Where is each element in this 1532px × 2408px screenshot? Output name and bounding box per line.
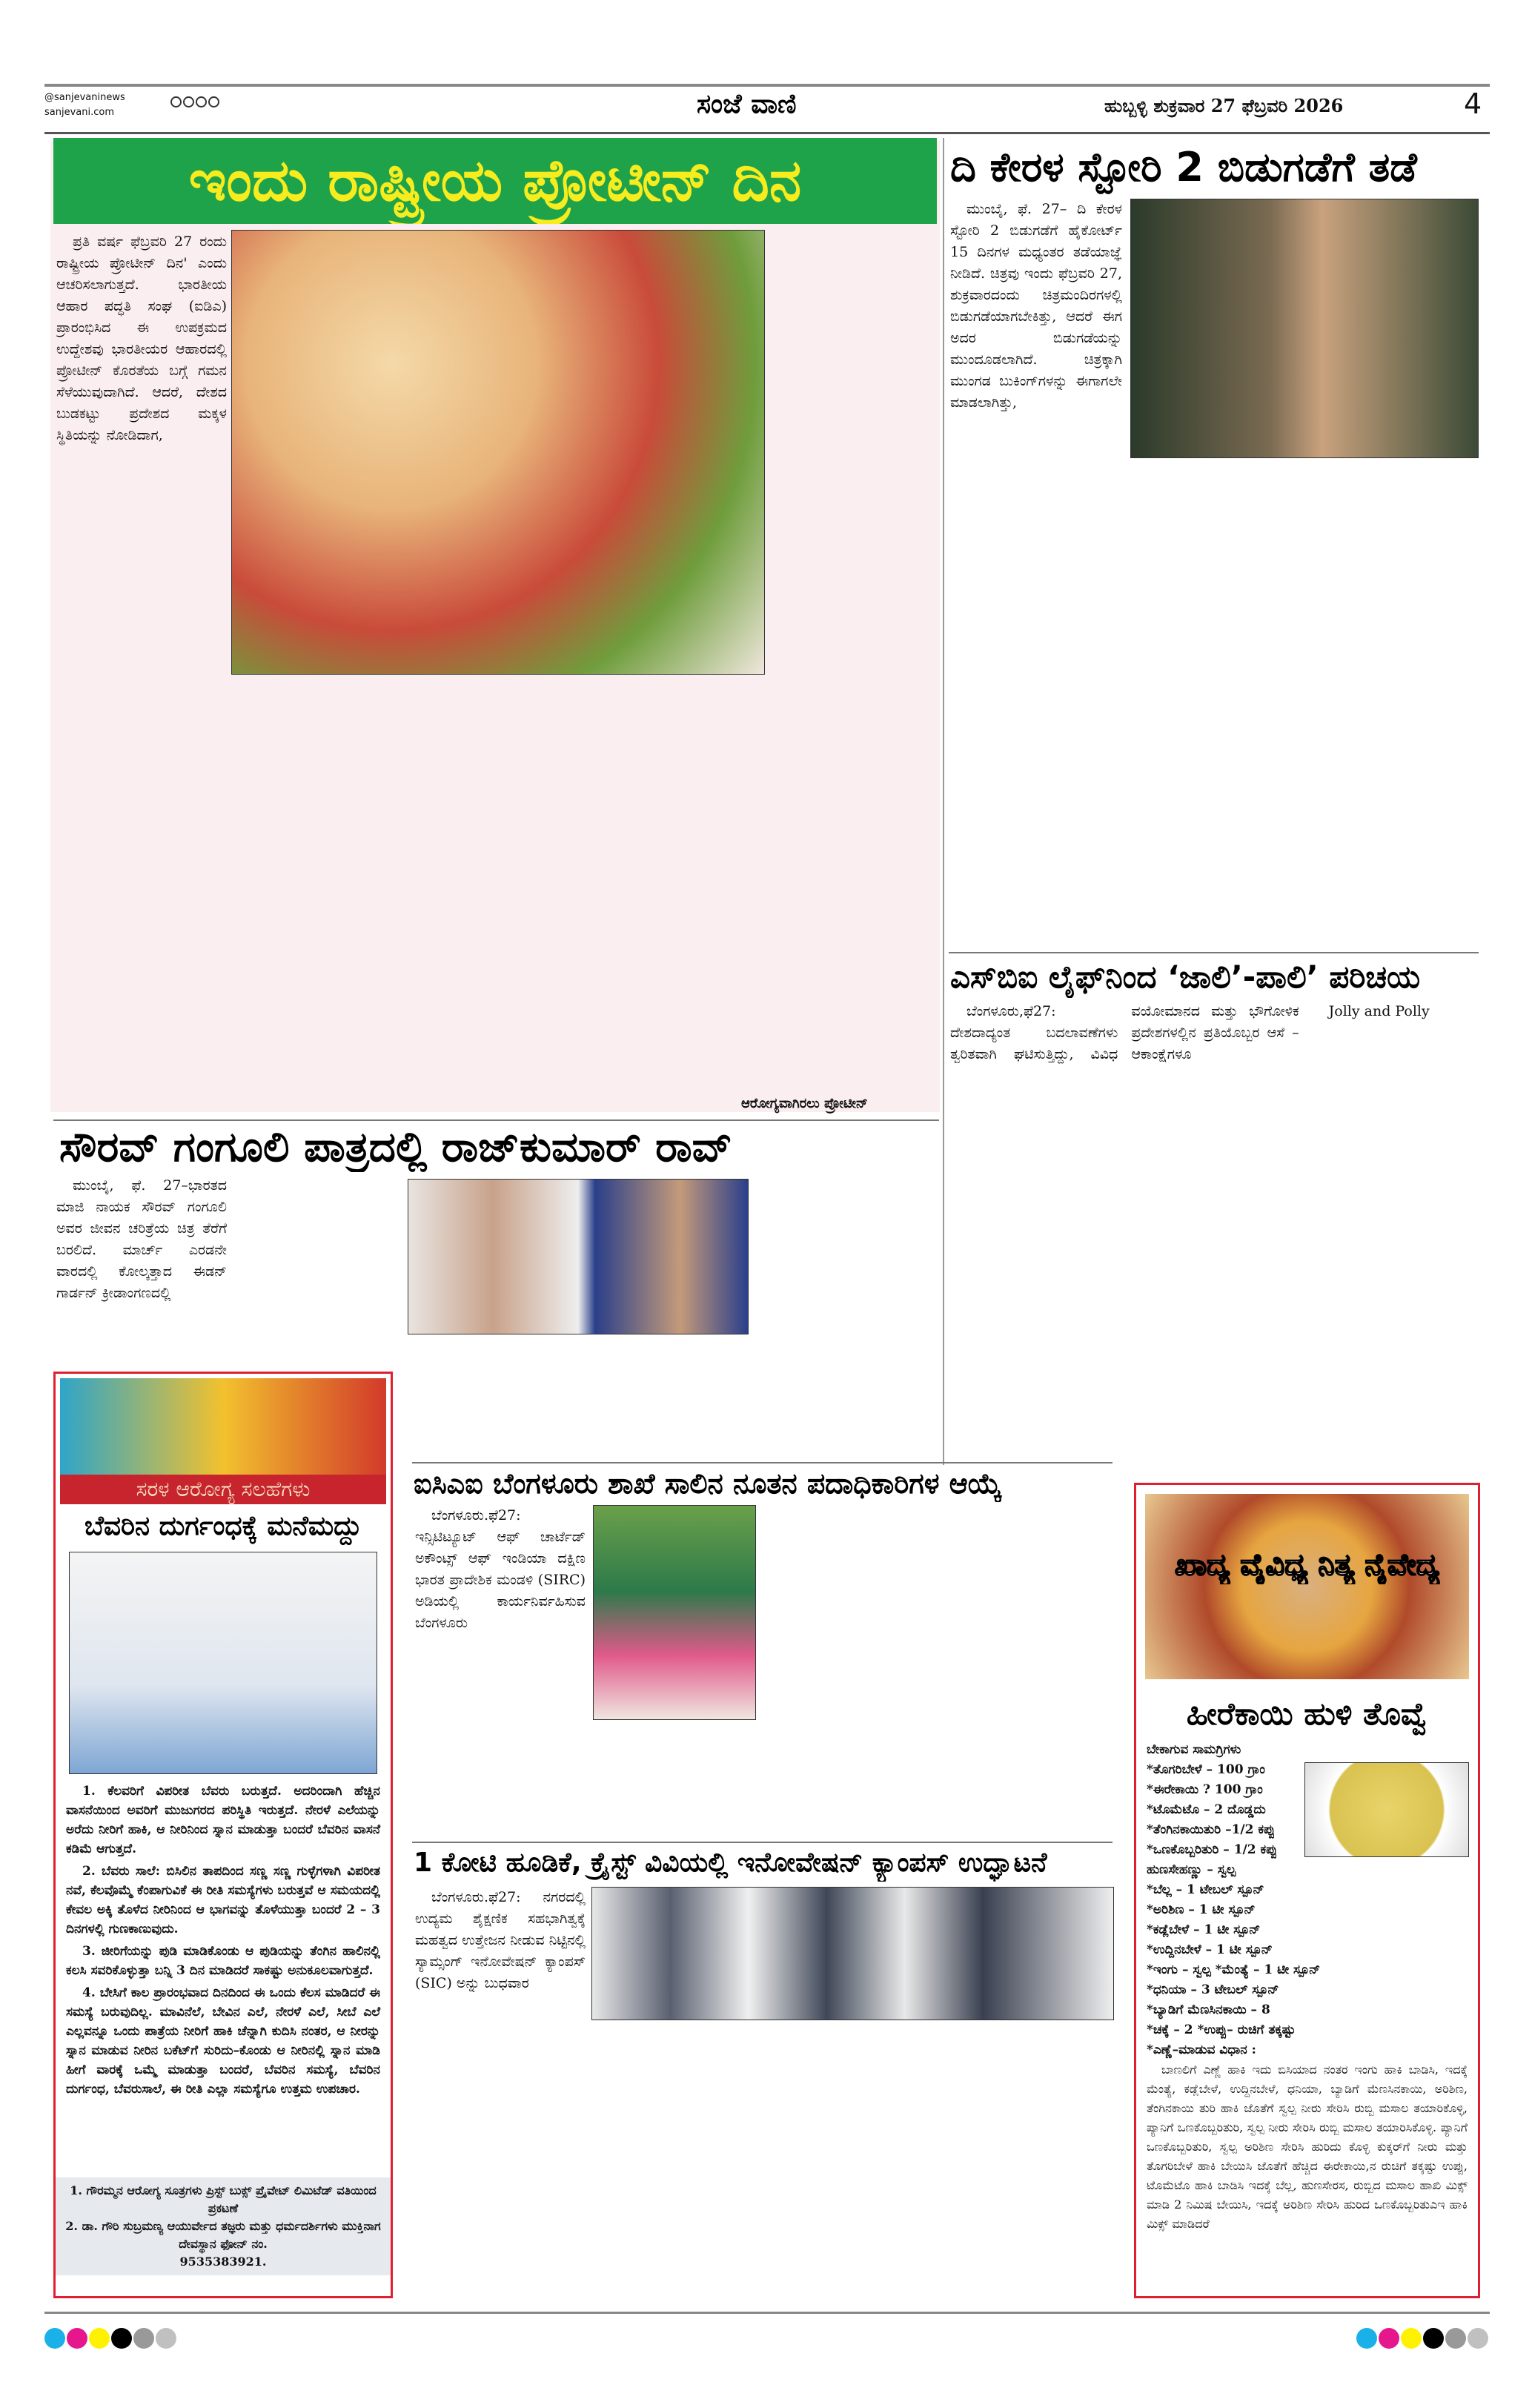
protein-subhead: ಆರೋಗ್ಯವಾಗಿರಲು ಪ್ರೋಟೀನ್: [741, 1096, 868, 1111]
youtube-icon: [196, 96, 207, 108]
recipe-method: ಬಾಣಲಿಗೆ ಎಣ್ಣೆ ಹಾಕಿ ಇದು ಬಿಸಿಯಾದ ನಂತರ ಇಂಗು ಹಾಕಿ ಬಾಡಿಸಿ, ಇದಕ್ಕೆ ಮೆಂತ್ಯೆ, ಕಡ್ಲೆಬೇಳೆ, ಉದ್ದಿನಬೇಳೆ, ಧನಿಯಾ, ಬ್ಯಾಡಿಗೆ ಮೆಣಸಿನಕಾಯಿ, ಅರಿಶಿಣ, ತೆಂಗಿನಕಾಯಿ ತುರಿ ಹಾಕಿ ಜೊತೆಗೆ ಸ್ವಲ್ಪ ನೀರು ಸೇರಿಸಿ ರುಬ್ಬಿ ಮಸಾಲ ತಯಾರಿಕೊಳ್ಳಿ, ಪ್ಯಾನಿಗೆ ಒಣಕೊಬ್ಬರಿತುರಿ, ಸ್ವಲ್ಪ ನೀರು ಸೇರಿಸಿ ರುಬ್ಬಿ ಮಸಾಲ ತಯಾರಿಸಿಕೊಳ್ಳಿ. ಪ್ಯಾನಿಗೆ ಒಣಕೊಬ್ಬರಿತುರಿ, ಸ್ವಲ್ಪ ಅರಿಶಿಣ ಸೇರಿಸಿ ಹುರಿದು ಕೊಳ್ಳಿ ಕುಕ್ಕರ್‌ಗೆ ನೀರು ಮತ್ತು ತೊಗರಿಬೇಳೆ ಹಾಕಿ ಬೇಯಿಸಿ ಜೊತೆಗೆ ಹೆಚ್ಚಿದ ಈರೇಕಾಯಿ,ನ ರುಚಿಗೆ ತಕ್ಕಷ್ಟು ಉಪ್ಪು, ಟೊಮೆಟೊ ಹಾಕಿ ಬಾಡಿಸಿ ಇದಕ್ಕೆ ಬೆಲ್ಲ, ಹುಣಸೇರಸ, ರುಬ್ಬಿದ ಮಸಾಲ ಹಾಖಿ ಮಿಕ್ಸ್ ಮಾಡಿ 2 ನಿಮಿಷ ಬೇಯಿಸಿ, ಇದಕ್ಕೆ ಅರಿಶಿಣ ಸೇರಿಸಿ ಹುರಿದ ಒಣಕೊಬ್ಬರಿತುಎಇ ಹಾಕಿ ಮಿಕ್ಸ್ ಮಾಡಿದರೆ: [1147, 2063, 1468, 2231]
sbi-headline: ಎಸ್‌ಬಿಐ ಲೈಫ್‌ನಿಂದ ‘ಜಾಲಿ’-ಪಾಲಿ’ ಪರಿಚಯ: [950, 959, 1421, 995]
protein-headline: ಇಂದು ರಾಷ್ಟ್ರೀಯ ಪ್ರೋಟೀನ್ ದಿನ: [53, 138, 937, 224]
ganguly-body: [56, 1175, 227, 1360]
header-top-rule: [44, 84, 1490, 87]
registration-marks-left: [44, 2328, 178, 2352]
page-number: 4: [1464, 87, 1482, 120]
sbi-product-name: Jolly and Polly: [1328, 1003, 1430, 1019]
christ-body: [415, 1887, 586, 2295]
grey-dot: [1445, 2328, 1466, 2349]
ingredient: *ಬೆಲ್ಲ – 1 ಟೇಬಲ್ ಸ್ಪೂನ್: [1147, 1882, 1264, 1897]
ingredient: *ಒಣಕೊಬ್ಬರಿತುರಿ – 1/2 ಕಪ್ಪು: [1147, 1842, 1278, 1857]
ingredient: *ತೊಗರಿಬೇಳೆ – 100 ಗ್ರಾಂ: [1147, 1762, 1265, 1777]
social-icons: [170, 96, 221, 110]
sbi-paragraph: ಬೆಂಗಳೂರು,ಫೆ27: ದೇಶದಾದ್ಯಂತ ಬದಲಾವಣೆಗಳು ತ್ವರಿತವಾಗಿ ಘಟಿಸುತ್ತಿದ್ದು, ವಿವಿಧ ವಯೋಮಾನದ ಮತ್ತು ಭೌಗೋಳಿಕ ಪ್ರದೇಶಗಳಲ್ಲಿನ ಪ್ರತಿಯೊಬ್ಬರ ಆಸೆ – ಆಕಾಂಕ್ಷೆಗಳೂ: [950, 1003, 1299, 1062]
health-banner-title: ಸರಳ ಆರೋಗ್ಯ ಸಲಹೆಗಳು: [60, 1475, 386, 1504]
health-tip: 3. ಜೀರಿಗೆಯನ್ನು ಪುಡಿ ಮಾಡಿಕೊಂಡು ಆ ಪುಡಿಯನ್ನು ತೆಂಗಿನ ಹಾಲಿನಲ್ಲಿ ಕಲಸಿ ಸವರಿಕೊಳ್ಳುತ್ತಾ ಬನ್ನಿ 3 ದಿನ ಮಾಡಿದರೆ ಸಾಕಷ್ಟು ಅನುಕೂಲವಾಗುತ್ತದೆ.: [66, 1944, 380, 1978]
ganguly-rajkummar-photo: [408, 1179, 749, 1334]
protein-paragraph: ಪ್ರತಿ ವರ್ಷ ಫೆಬ್ರವರಿ 27 ರಂದು ರಾಷ್ಟ್ರೀಯ ಪ್ರೋಟೀನ್ ದಿನ' ಎಂದು ಆಚರಿಸಲಾಗುತ್ತದೆ. ಭಾರತೀಯ ಆಹಾರ ಪದ್ಧತಿ ಸಂಘ (ಐಡಿಎ) ಪ್ರಾರಂಭಿಸಿದ ಈ ಉಪಕ್ರಮದ ಉದ್ದೇಶವು ಭಾರತೀಯರ ಆಹಾರದಲ್ಲಿ ಪ್ರೋಟೀನ್ ಕೊರತೆಯ ಬಗ್ಗೆ ಗಮನ ಸೆಳೆಯುವುದಾಗಿದೆ. ಆದರೆ, ದೇಶದ ಬುಡಕಟ್ಟು ಪ್ರದೇಶದ ಮಕ್ಕಳ ಸ್ಥಿತಿಯನ್ನು ನೋಡಿದಾಗ,: [56, 234, 227, 443]
ingredients-title: ಬೇಕಾಗುವ ಸಾಮಗ್ರಿಗಳು: [1147, 1742, 1241, 1757]
website-link[interactable]: sanjevani.com: [44, 107, 114, 118]
icai-body: [415, 1505, 586, 1831]
christ-body-cols: [591, 2028, 1114, 2295]
divider: [53, 1119, 939, 1121]
innovation-campus-inauguration-photo: [591, 1887, 1114, 2020]
magenta-dot: [1379, 2328, 1399, 2349]
recipe-box: [1134, 1483, 1480, 2298]
ingredient: *ಈರೇಕಾಯಿ ? 100 ಗ್ರಾಂ: [1147, 1782, 1263, 1797]
registration-marks-right: [1356, 2328, 1490, 2352]
header-bottom-rule: [44, 132, 1490, 134]
ganguly-headline: ಸೌರವ್ ಗಂಗೂಲಿ ಪಾತ್ರದಲ್ಲಿ ರಾಜ್‌ಕುಮಾರ್ ರಾವ್: [59, 1123, 732, 1171]
credit-line: 1. ಗೌರಮ್ಮನ ಆರೋಗ್ಯ ಸೂತ್ರಗಳು ಪ್ರಿಸ್ಟ್ ಬುಕ್ಸ್ ಪ್ರೈವೇಟ್ ಲಿಮಿಟೆಡ್ ವತಿಯಿಂದ ಪ್ರಕಟಣೆ: [70, 2183, 377, 2215]
divider: [949, 952, 1479, 953]
christ-paragraph: ಬೆಂಗಳೂರು.ಫೆ27: ನಗರದಲ್ಲಿ ಉದ್ಯಮ ಶೈಕ್ಷಣಿಕ ಸಹಭಾಗಿತ್ವಕ್ಕೆ ಮಹತ್ವದ ಉತ್ತೇಜನ ನೀಡುವ ನಿಟ್ಟಿನಲ್ಲಿ ಸ್ಯಾಮ್ಸಂಗ್ ಇನೋವೇಷನ್ ಕ್ಯಾಂಪಸ್ (SIC) ಅನ್ನು ಬುಧವಾರ: [415, 1889, 586, 1991]
ingredient: *ಇಂಗು – ಸ್ವಲ್ಪ *ಮೆಂತ್ಯೆ – 1 ಟೀ ಸ್ಪೂನ್: [1147, 1962, 1321, 1977]
lightgrey-dot: [156, 2328, 176, 2349]
ganguly-paragraph: ಮುಂಬೈ, ಫೆ. 27–ಭಾರತದ ಮಾಜಿ ನಾಯಕ ಸೌರವ್ ಗಂಗೂಲಿ ಅವರ ಜೀವನ ಚರಿತ್ರೆಯ ಚಿತ್ರ ತೆರೆಗೆ ಬರಲಿದೆ. ಮಾರ್ಚ್ ಎರಡನೇ ವಾರದಲ್ಲಿ ಕೋಲ್ಕತ್ತಾದ ಈಡನ್ ಗಾರ್ಡನ್ ಕ್ರೀಡಾಂಗಣದಲ್ಲಿ: [56, 1177, 227, 1301]
icai-body-cols: [763, 1505, 1112, 1831]
recipe-dish-photo: [1304, 1762, 1469, 1857]
kerala-headline: ದಿ ಕೇರಳ ಸ್ಟೋರಿ 2 ಬಿಡುಗಡೆಗೆ ತಡೆ: [950, 144, 1417, 191]
ingredient: *ಚಕ್ಕೆ – 2 *ಉಪ್ಪು– ರುಚಿಗೆ ತಕ್ಕಷ್ಟು: [1147, 2022, 1296, 2037]
protein-body-col1: [56, 231, 227, 1099]
protein-body-cols: [231, 682, 765, 1097]
health-tip: 2. ಬೆವರು ಸಾಲೆ: ಬಿಸಿಲಿನ ತಾಪದಿಂದ ಸಣ್ಣ ಸಣ್ಣ ಗುಳ್ಳೆಗಳಾಗಿ ವಿಪರೀತ ನವೆ, ಕೆಲವೊಮ್ಮೆ ಕೆಂಪಾಗುವಿಕೆ ಈ ರೀತಿ ಸಮಸ್ಯೆಗಳು ಬರುತ್ತವೆ ಆ ಸಮಯದಲ್ಲಿ ಕೇವಲ ಅಕ್ಕಿ ತೊಳೆದ ನೀರಿನಿಂದ ಆ ಭಾಗವನ್ನು ತೊಳೆಯುತ್ತಾ ಬಂದರೆ 2 – 3 ದಿನಗಳಲ್ಲಿ ಗುಣಕಾಣುವುದು.: [66, 1864, 380, 1936]
social-handle: @sanjevaninews: [44, 92, 125, 103]
health-tips-box: [53, 1372, 393, 2298]
protein-foods-image: [231, 230, 765, 675]
cyan-dot: [1356, 2328, 1377, 2349]
health-headline: ಬೆವರಿನ ದುರ್ಗಂಧಕ್ಕೆ ಮನೆಮದ್ದು: [84, 1511, 362, 1541]
instagram-icon: [183, 96, 194, 108]
phone-number: 9535383921.: [179, 2255, 267, 2269]
icai-paragraph: ಬೆಂಗಳೂರು.ಫೆ27: ಇನ್ಸಿಟಿಟ್ಯೂಟ್ ಆಫ್ ಚಾರ್ಟೆಡ್ ಅಕೌಂಟ್ಸ್ ಆಫ್ ಇಂಡಿಯಾ ದಕ್ಷಿಣ ಭಾರತ ಪ್ರಾದೇಶಿಕ ಮಂಡಳಿ (SIRC) ಅಡಿಯಲ್ಲಿ ಕಾರ್ಯನಿರ್ವಹಿಸುವ ಬೆಂಗಳೂರು: [415, 1507, 586, 1631]
black-dot: [111, 2328, 132, 2349]
divider: [412, 1462, 1112, 1463]
sbi-body: [950, 1001, 1480, 1461]
credit-line: 2. ಡಾ. ಗೌರಿ ಸುಬ್ರಮಣ್ಯ ಆಯುರ್ವೇದ ತಜ್ಞರು ಮತ್ತು ಧರ್ಮದರ್ಶಿಗಳು ಮುಕ್ತಿನಾಗ ದೇವಸ್ಥಾನ ಫೋನ್ ನಂ.: [65, 2219, 381, 2251]
method-title: *ಎಣ್ಣೆ–ಮಾಡುವ ವಿಧಾನ :: [1147, 2042, 1256, 2057]
magenta-dot: [67, 2328, 87, 2349]
lightgrey-dot: [1468, 2328, 1488, 2349]
kerala-paragraph: ಮುಂಬೈ, ಫೆ. 27– ದಿ ಕೇರಳ ಸ್ಟೋರಿ 2 ಬಿಡುಗಡೆಗೆ ಹೈಕೋರ್ಟ್ 15 ದಿನಗಳ ಮಧ್ಯಂತರ ತಡೆಯಾಜ್ಞೆ ನೀಡಿದೆ. ಚಿತ್ರವು ಇಂದು ಫೆಬ್ರವರಿ 27, ಶುಕ್ರವಾರದಂದು ಚಿತ್ರಮಂದಿರಗಳಲ್ಲಿ ಬಿಡುಗಡೆಯಾಗಬೇಕಿತ್ತು, ಆದರೆ ಈಗ ಅದರ ಬಿಡುಗಡೆಯನ್ನು ಮುಂದೂಡಲಾಗಿದೆ. ಚಿತ್ರಕ್ಕಾಗಿ ಮುಂಗಡ ಬುಕಿಂಗ್‌ಗಳನ್ನು ಈಗಾಗಲೇ ಮಾಡಲಾಗಿತ್ತು,: [950, 201, 1122, 411]
spices-banner-image: [1145, 1494, 1469, 1679]
grey-dot: [133, 2328, 154, 2349]
kerala-story-film-still: [1130, 199, 1479, 458]
footer-rule: [44, 2312, 1490, 2314]
yellow-dot: [1401, 2328, 1422, 2349]
cyan-dot: [44, 2328, 65, 2349]
twitter-icon: [208, 96, 219, 108]
masthead-logo: ಸಂಜೆ ವಾಣಿ: [697, 89, 797, 119]
health-tip: 4. ಬೇಸಿಗೆ ಕಾಲ ಪ್ರಾರಂಭವಾದ ದಿನದಿಂದ ಈ ಒಂದು ಕೆಲಸ ಮಾಡಿದರೆ ಈ ಸಮಸ್ಯೆ ಬರುವುದಿಲ್ಲ. ಮಾವಿನೆಲೆ, ಬೇವಿನ ಎಲೆ, ನೇರಳೆ ಎಲೆ, ಸೀಬೆ ಎಲೆ ಎಲ್ಲವನ್ನೂ ಒಂದು ಪಾತ್ರೆಯ ನೀರಿಗೆ ಹಾಕಿ ಚೆನ್ನಾಗಿ ಕುದಿಸಿ ನಂತರ, ಆ ನೀರನ್ನು ಸ್ನಾನ ಮಾಡುವ ನೀರಿನ ಬಕೆಟ್‌ಗೆ ಸುರಿದು–ಕೊಂಡು ಆ ನೀರಿನಲ್ಲಿ ಸ್ನಾನ ಮಾಡಿ ಹೀಗೆ ವಾರಕ್ಕೆ ಒಮ್ಮೆ ಮಾಡುತ್ತಾ ಬಂದರೆ, ಬೆವರಿನ ಸಮಸ್ಯೆ, ಬೆವರಿನ ದುರ್ಗಂಧ, ಬೆವರುಸಾಲೆ, ಈ ರೀತಿ ಎಲ್ಲಾ ಸಮಸ್ಯೆಗೂ ಉತ್ತಮ ಉಪಚಾರ.: [66, 1985, 380, 2097]
ingredient: *ಕಡ್ಲೆಬೇಳೆ – 1 ಟೀ ಸ್ಪೂನ್: [1147, 1922, 1261, 1937]
ingredient: *ಟೊಮೆಟೊ – 2 ದೊಡ್ಡದು: [1147, 1802, 1266, 1817]
ingredient: *ತೆಂಗಿನಕಾಯಿತುರಿ –1/2 ಕಪ್ಪು: [1147, 1822, 1276, 1837]
dateline: ಹುಬ್ಬಳ್ಳಿ ಶುಕ್ರವಾರ 27 ಫೆಬ್ರವರಿ 2026: [1104, 95, 1344, 116]
ingredient: *ಅರಿಶಿಣ – 1 ಟೀ ಸ್ಪೂನ್: [1147, 1902, 1256, 1917]
ingredient: *ಉದ್ದಿನಬೇಳೆ – 1 ಟೀ ಸ್ಪೂನ್: [1147, 1942, 1273, 1957]
icai-office-bearer-photo: [593, 1505, 756, 1720]
christ-headline: 1 ಕೋಟಿ ಹೂಡಿಕೆ, ಕ್ರೈಸ್ಟ್ ವಿವಿಯಲ್ಲಿ ಇನೋವೇಷನ್ ಕ್ಯಾಂಪಸ್ ಉದ್ಘಾಟನೆ: [414, 1848, 1047, 1878]
yellow-dot: [89, 2328, 110, 2349]
sweat-odor-photo: [69, 1552, 377, 1774]
protein-body-col-right: [771, 231, 934, 1099]
recipe-banner-title: ಖಾದ್ಯ ವೈವಿಧ್ಯ ನಿತ್ಯ ನೈವೇದ್ಯ: [1174, 1548, 1440, 1582]
facebook-icon: [170, 96, 182, 108]
header-handles: [44, 90, 125, 120]
divider: [412, 1842, 1112, 1843]
kerala-body-cols: [1130, 466, 1479, 933]
icai-headline: ಐಸಿಎಐ ಬೆಂಗಳೂರು ಶಾಖೆ ಸಾಲಿನ ನೂತನ ಪದಾಧಿಕಾರಿಗಳ ಆಯ್ಕೆ: [414, 1467, 1002, 1500]
recipe-headline: ಹೀರೆಕಾಯಿ ಹುಳಿ ತೊವ್ವೆ: [1186, 1696, 1428, 1732]
column-divider: [943, 138, 944, 1465]
kerala-body: [950, 199, 1122, 933]
health-banner-image: [60, 1378, 386, 1475]
ingredient: *ಬ್ಯಾಡಿಗೆ ಮೆಣಸಿನಕಾಯಿ – 8: [1147, 2002, 1270, 2017]
ingredient: ಹುಣಸೇಹಣ್ಣು – ಸ್ವಲ್ಪ: [1147, 1862, 1236, 1877]
black-dot: [1423, 2328, 1444, 2349]
health-tip: 1. ಕೆಲವರಿಗೆ ವಿಪರೀತ ಬೆವರು ಬರುತ್ತದೆ. ಅದರಿಂದಾಗಿ ಹೆಚ್ಚಿನ ವಾಸನೆಯಿಂದ ಅವರಿಗೆ ಮುಜುಗರದ ಪರಿಸ್ಥಿತಿ ಇರುತ್ತದೆ. ನೇರಳೆ ಎಲೆಯನ್ನು ಅರೆದು ನೀರಿಗೆ ಹಾಕಿ, ಆ ನೀರಿನಿಂದ ಸ್ನಾನ ಮಾಡುತ್ತಾ ಬಂದರೆ ಬೆವರಿನ ವಾಸನೆ ಕಡಿಮೆ ಆಗುತ್ತದೆ.: [66, 1784, 380, 1856]
health-credits: [56, 2177, 391, 2275]
ingredient: *ಧನಿಯಾ – 3 ಟೇಬಲ್ ಸ್ಪೂನ್: [1147, 1982, 1279, 1997]
